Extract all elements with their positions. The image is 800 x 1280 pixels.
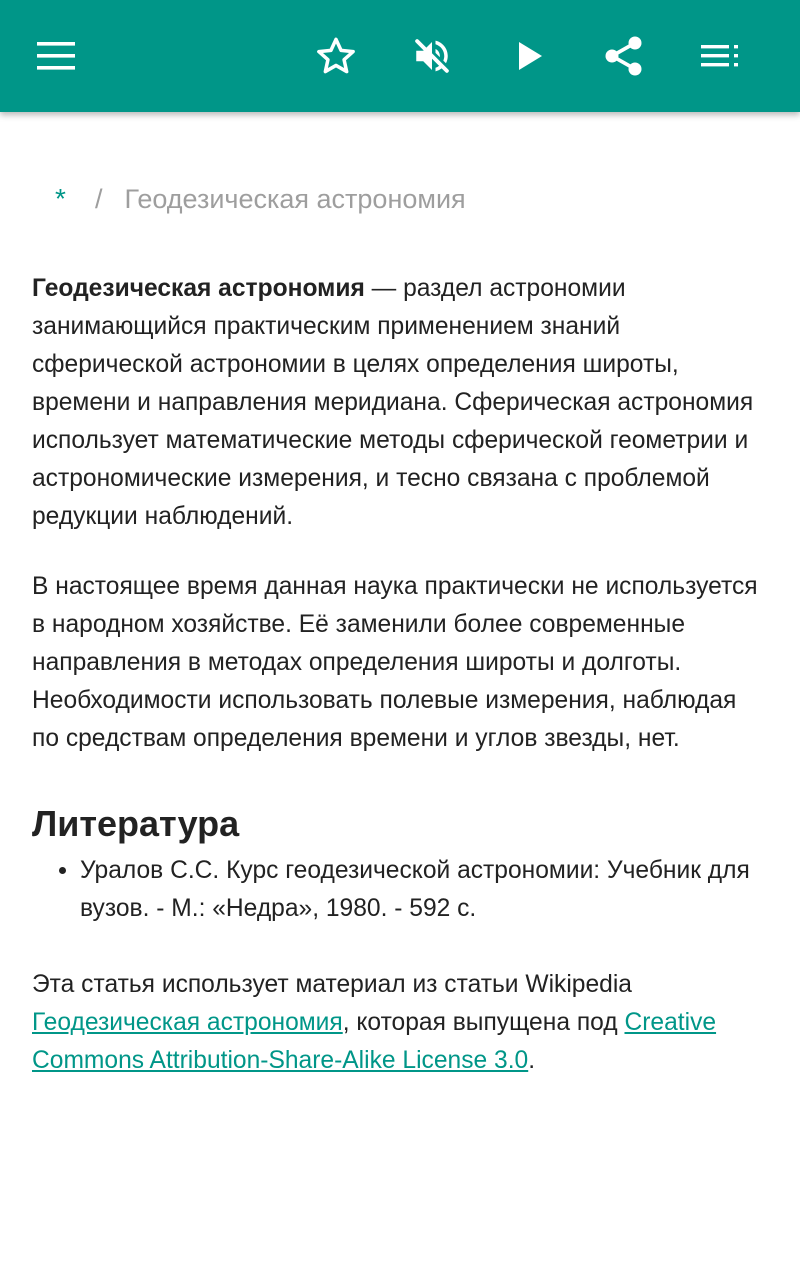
menu-button[interactable] — [24, 24, 88, 88]
breadcrumb-separator: / — [95, 183, 103, 214]
play-button[interactable] — [498, 24, 562, 88]
wikipedia-article-link[interactable]: Геодезическая астрономия — [32, 1009, 343, 1036]
literature-heading: Литература — [32, 803, 240, 844]
share-button[interactable] — [592, 24, 656, 88]
playlist-icon — [701, 44, 739, 68]
favorite-button[interactable] — [304, 24, 368, 88]
breadcrumb — [32, 182, 768, 216]
intro-paragraph — [32, 270, 768, 536]
license-link[interactable]: Creative Commons Attribution-Share-Alike License 3.0 — [32, 1009, 717, 1074]
app-toolbar — [0, 0, 800, 112]
breadcrumb-home-link[interactable]: * — [55, 183, 66, 214]
contents-button[interactable] — [688, 24, 752, 88]
intro-term: Геодезическая астрономия — [32, 275, 365, 302]
star-outline-icon — [315, 35, 357, 77]
breadcrumb-current: Геодезическая астрономия — [124, 183, 466, 214]
attribution-paragraph — [32, 966, 768, 1080]
menu-icon — [37, 42, 75, 70]
attribution-middle: , которая выпущена под — [342, 1009, 625, 1036]
list-item: • Уралов С.С. Курс геодезической астрономии: Учебник для вузов. - М.: «Недра», 1980. - 592 с. — [80, 852, 768, 928]
intro-text: — раздел астрономии занимающийся практическим применением знаний сферической астрономии в целях определения широты, времени и направления меридиана. Сферическая астрономия использует математические методы сферической геометрии и астрономические измерения, и тесно связана с проблемой редукции наблюдений. — [32, 275, 754, 530]
body-paragraph: В настоящее время данная наука практически не используется в народном хозяйстве. Её заменили более современные направления в методах определения широты и долготы. Необходимости использовать полевые измерения, наблюдая по средствам определения времени и углов звезды, нет. — [32, 573, 758, 752]
literature-list — [32, 852, 768, 928]
share-icon — [604, 35, 644, 77]
volume-off-icon — [411, 35, 453, 77]
play-icon — [515, 40, 545, 72]
mute-button[interactable] — [400, 24, 464, 88]
attribution-prefix: Эта статья использует материал из статьи Wikipedia — [32, 971, 632, 998]
article-content — [32, 112, 768, 1080]
attribution-suffix: . — [528, 1047, 536, 1074]
